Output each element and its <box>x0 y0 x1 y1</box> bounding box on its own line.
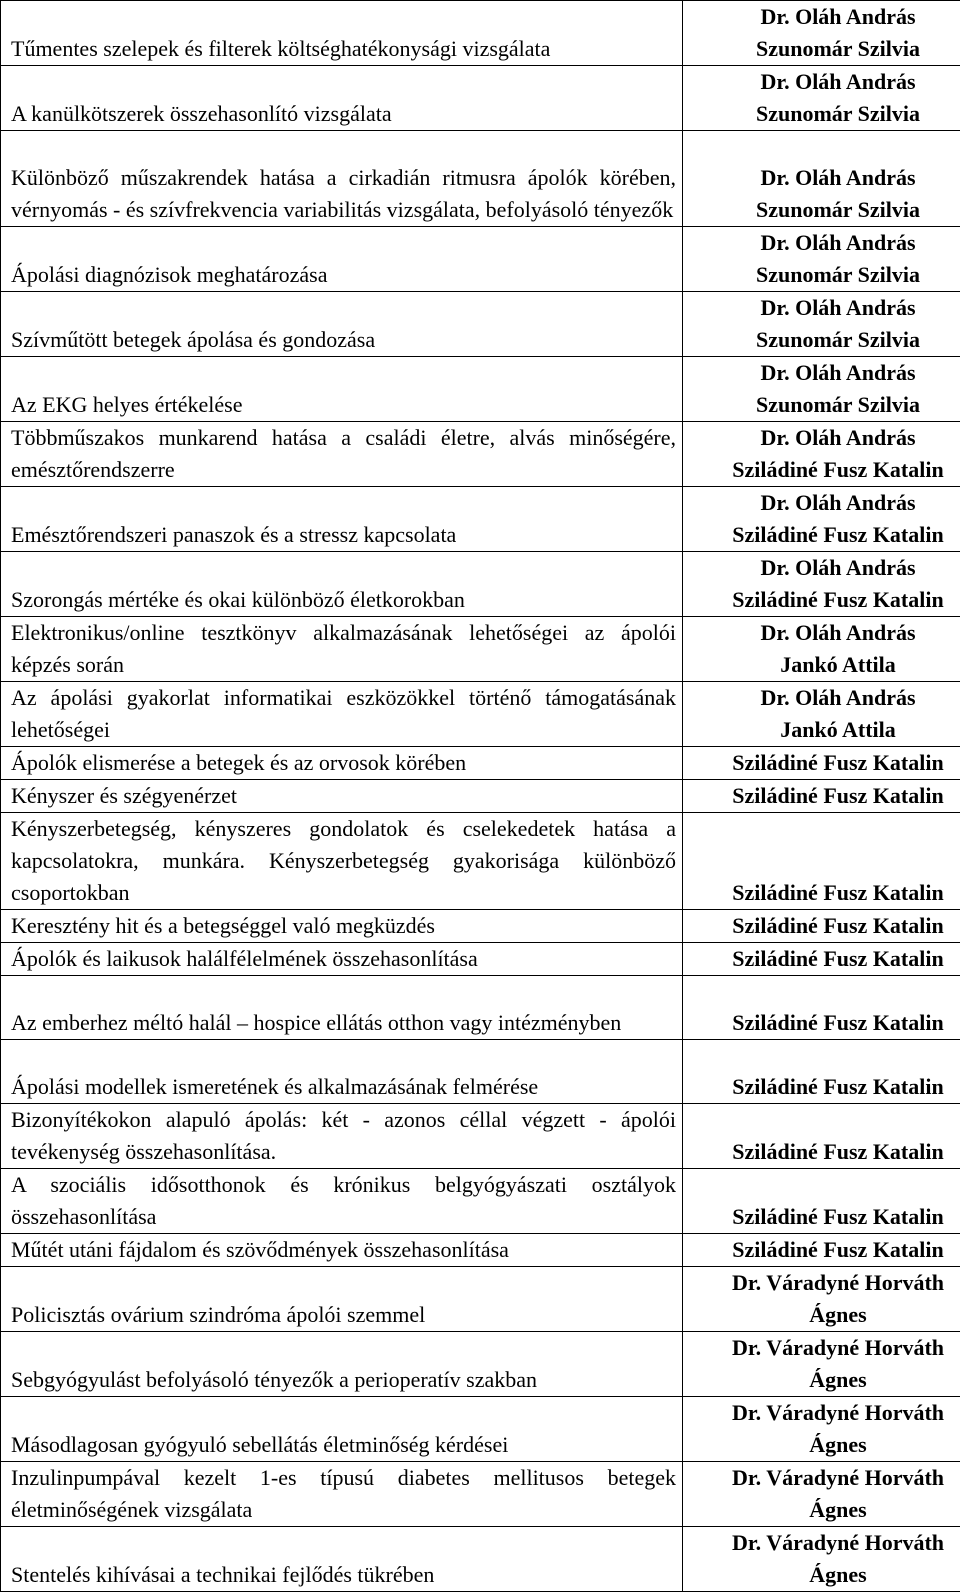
supervisor-name: Dr. Oláh András <box>693 682 960 714</box>
supervisor-name: Sziládiné Fusz Katalin <box>693 780 960 812</box>
supervisor-name: Sziládiné Fusz Katalin <box>693 943 960 975</box>
table-row <box>1 1234 960 1267</box>
topic-cell <box>1 943 683 976</box>
topic-title: Másodlagosan gyógyuló sebellátás életminőség kérdései <box>11 1429 676 1461</box>
supervisor-cell <box>683 131 960 227</box>
supervisor-name: Sziládiné Fusz Katalin <box>693 454 960 486</box>
topic-title: A szociális idősotthonok és krónikus belgyógyászati osztályok összehasonlítása <box>11 1169 676 1233</box>
topic-title: Tűmentes szelepek és filterek költséghatékonysági vizsgálata <box>11 33 676 65</box>
supervisor-cell <box>683 682 960 747</box>
topic-title: Inzulinpumpával kezelt 1-es típusú diabetes mellitusos betegek életminőségének vizsgálata <box>11 1462 676 1526</box>
supervisor-cell <box>683 910 960 943</box>
table-row <box>1 357 960 422</box>
table-row <box>1 1040 960 1104</box>
supervisor-cell <box>683 780 960 813</box>
topic-title: Szívműtött betegek ápolása és gondozása <box>11 324 676 356</box>
supervisor-name: Jankó Attila <box>693 649 960 681</box>
supervisor-name: Sziládiné Fusz Katalin <box>693 747 960 779</box>
topic-title: Kényszerbetegség, kényszeres gondolatok és cselekedetek hatása a kapcsolatokra, munkára. Kényszerbetegség gyakorisága különböző csoportokban <box>11 813 676 909</box>
table-row <box>1 131 960 227</box>
supervisor-cell <box>683 976 960 1040</box>
topic-title: Kényszer és szégyenérzet <box>11 780 676 812</box>
supervisor-name: Ágnes <box>693 1364 960 1396</box>
supervisor-cell <box>683 1040 960 1104</box>
supervisor-name: Dr. Váradyné Horváth <box>693 1397 960 1429</box>
topic-cell <box>1 617 683 682</box>
table-row <box>1 943 960 976</box>
supervisor-name: Ágnes <box>693 1494 960 1526</box>
supervisor-name: Szunomár Szilvia <box>693 194 960 226</box>
supervisor-name: Sziládiné Fusz Katalin <box>693 519 960 551</box>
supervisor-name: Jankó Attila <box>693 714 960 746</box>
topic-title: Szorongás mértéke és okai különböző életkorokban <box>11 584 676 616</box>
supervisor-name: Sziládiné Fusz Katalin <box>693 1136 960 1168</box>
table-row <box>1 1527 960 1592</box>
supervisor-name: Dr. Oláh András <box>693 66 960 98</box>
topic-cell <box>1 552 683 617</box>
topic-title: Elektronikus/online tesztkönyv alkalmazásának lehetőségei az ápolói képzés során <box>11 617 676 681</box>
table-row <box>1 682 960 747</box>
thesis-topics-body <box>1 1 960 1592</box>
topic-cell <box>1 1 683 66</box>
supervisor-name: Dr. Váradyné Horváth <box>693 1267 960 1299</box>
supervisor-cell <box>683 292 960 357</box>
supervisor-cell <box>683 1234 960 1267</box>
supervisor-name: Sziládiné Fusz Katalin <box>693 1007 960 1039</box>
supervisor-name: Dr. Oláh András <box>693 422 960 454</box>
table-row <box>1 1462 960 1527</box>
topic-title: Az ápolási gyakorlat informatikai eszközökkel történő támogatásának lehetőségei <box>11 682 676 746</box>
topic-cell <box>1 813 683 910</box>
supervisor-name: Sziládiné Fusz Katalin <box>693 584 960 616</box>
supervisor-cell <box>683 747 960 780</box>
topic-title: Ápolók elismerése a betegek és az orvosok körében <box>11 747 676 779</box>
table-row <box>1 1104 960 1169</box>
supervisor-cell <box>683 1332 960 1397</box>
table-row <box>1 422 960 487</box>
topic-cell <box>1 131 683 227</box>
table-row <box>1 292 960 357</box>
supervisor-cell <box>683 552 960 617</box>
supervisor-name: Dr. Váradyné Horváth <box>693 1527 960 1559</box>
table-row <box>1 1169 960 1234</box>
table-row <box>1 780 960 813</box>
topic-title: Ápolási modellek ismeretének és alkalmazásának felmérése <box>11 1071 676 1103</box>
supervisor-name: Ágnes <box>693 1429 960 1461</box>
supervisor-name: Ágnes <box>693 1559 960 1591</box>
topic-cell <box>1 227 683 292</box>
topic-title: Műtét utáni fájdalom és szövődmények összehasonlítása <box>11 1234 676 1266</box>
supervisor-name: Dr. Váradyné Horváth <box>693 1332 960 1364</box>
supervisor-name: Dr. Oláh András <box>693 552 960 584</box>
supervisor-name: Szunomár Szilvia <box>693 33 960 65</box>
table-row <box>1 66 960 131</box>
topic-cell <box>1 976 683 1040</box>
supervisor-cell <box>683 1104 960 1169</box>
supervisor-cell <box>683 1169 960 1234</box>
supervisor-name: Sziládiné Fusz Katalin <box>693 910 960 942</box>
topic-cell <box>1 292 683 357</box>
topic-cell <box>1 66 683 131</box>
supervisor-name: Szunomár Szilvia <box>693 389 960 421</box>
topic-cell <box>1 357 683 422</box>
table-row <box>1 617 960 682</box>
topic-cell <box>1 1169 683 1234</box>
table-row <box>1 227 960 292</box>
supervisor-cell <box>683 487 960 552</box>
topic-title: Keresztény hit és a betegséggel való megküzdés <box>11 910 676 942</box>
supervisor-cell <box>683 943 960 976</box>
supervisor-name: Sziládiné Fusz Katalin <box>693 1201 960 1233</box>
topic-title: Policisztás ovárium szindróma ápolói szemmel <box>11 1299 676 1331</box>
supervisor-name: Ágnes <box>693 1299 960 1331</box>
table-row <box>1 1267 960 1332</box>
supervisor-name: Dr. Oláh András <box>693 1 960 33</box>
supervisor-name: Szunomár Szilvia <box>693 324 960 356</box>
table-row <box>1 1 960 66</box>
supervisor-cell <box>683 1267 960 1332</box>
table-row <box>1 487 960 552</box>
supervisor-cell <box>683 617 960 682</box>
topic-title: Sebgyógyulást befolyásoló tényezők a perioperatív szakban <box>11 1364 676 1396</box>
supervisor-cell <box>683 422 960 487</box>
topic-cell <box>1 1462 683 1527</box>
supervisor-name: Dr. Oláh András <box>693 162 960 194</box>
table-row <box>1 1397 960 1462</box>
table-row <box>1 910 960 943</box>
topic-title: Többműszakos munkarend hatása a családi életre, alvás minőségére, emésztőrendszerre <box>11 422 676 486</box>
topic-title: Különböző műszakrendek hatása a cirkadián ritmusra ápolók körében, vérnyomás - és szívfrekvencia variabilitás vizsgálata, befolyásoló tényezők <box>11 162 676 226</box>
supervisor-cell <box>683 66 960 131</box>
topic-title: Bizonyítékokon alapuló ápolás: két - azonos céllal végzett - ápolói tevékenység összehasonlítása. <box>11 1104 676 1168</box>
supervisor-name: Dr. Oláh András <box>693 292 960 324</box>
supervisor-cell <box>683 813 960 910</box>
table-row <box>1 813 960 910</box>
topic-cell <box>1 1104 683 1169</box>
topic-cell <box>1 1527 683 1592</box>
topic-cell <box>1 1267 683 1332</box>
supervisor-name: Sziládiné Fusz Katalin <box>693 877 960 909</box>
supervisor-cell <box>683 1527 960 1592</box>
topic-title: Az emberhez méltó halál – hospice ellátás otthon vagy intézményben <box>11 1007 676 1039</box>
supervisor-name: Szunomár Szilvia <box>693 259 960 291</box>
topic-title: Az EKG helyes értékelése <box>11 389 676 421</box>
topic-cell <box>1 682 683 747</box>
topic-cell <box>1 1397 683 1462</box>
table-row <box>1 552 960 617</box>
topic-title: Ápolási diagnózisok meghatározása <box>11 259 676 291</box>
topic-title: A kanülkötszerek összehasonlító vizsgálata <box>11 98 676 130</box>
topic-cell <box>1 1332 683 1397</box>
topic-title: Stentelés kihívásai a technikai fejlődés tükrében <box>11 1559 676 1591</box>
topic-cell <box>1 910 683 943</box>
supervisor-cell <box>683 1462 960 1527</box>
supervisor-name: Sziládiné Fusz Katalin <box>693 1071 960 1103</box>
table-row <box>1 976 960 1040</box>
supervisor-name: Sziládiné Fusz Katalin <box>693 1234 960 1266</box>
topic-title: Emésztőrendszeri panaszok és a stressz kapcsolata <box>11 519 676 551</box>
supervisor-name: Szunomár Szilvia <box>693 98 960 130</box>
topic-cell <box>1 1040 683 1104</box>
topic-title: Ápolók és laikusok halálfélelmének összehasonlítása <box>11 943 676 975</box>
table-row <box>1 747 960 780</box>
supervisor-cell <box>683 1397 960 1462</box>
supervisor-cell <box>683 357 960 422</box>
supervisor-name: Dr. Oláh András <box>693 227 960 259</box>
supervisor-cell <box>683 1 960 66</box>
supervisor-cell <box>683 227 960 292</box>
supervisor-name: Dr. Oláh András <box>693 617 960 649</box>
topic-cell <box>1 1234 683 1267</box>
topic-cell <box>1 747 683 780</box>
topic-cell <box>1 422 683 487</box>
supervisor-name: Dr. Váradyné Horváth <box>693 1462 960 1494</box>
supervisor-name: Dr. Oláh András <box>693 487 960 519</box>
supervisor-name: Dr. Oláh András <box>693 357 960 389</box>
topic-cell <box>1 487 683 552</box>
table-row <box>1 1332 960 1397</box>
topic-cell <box>1 780 683 813</box>
